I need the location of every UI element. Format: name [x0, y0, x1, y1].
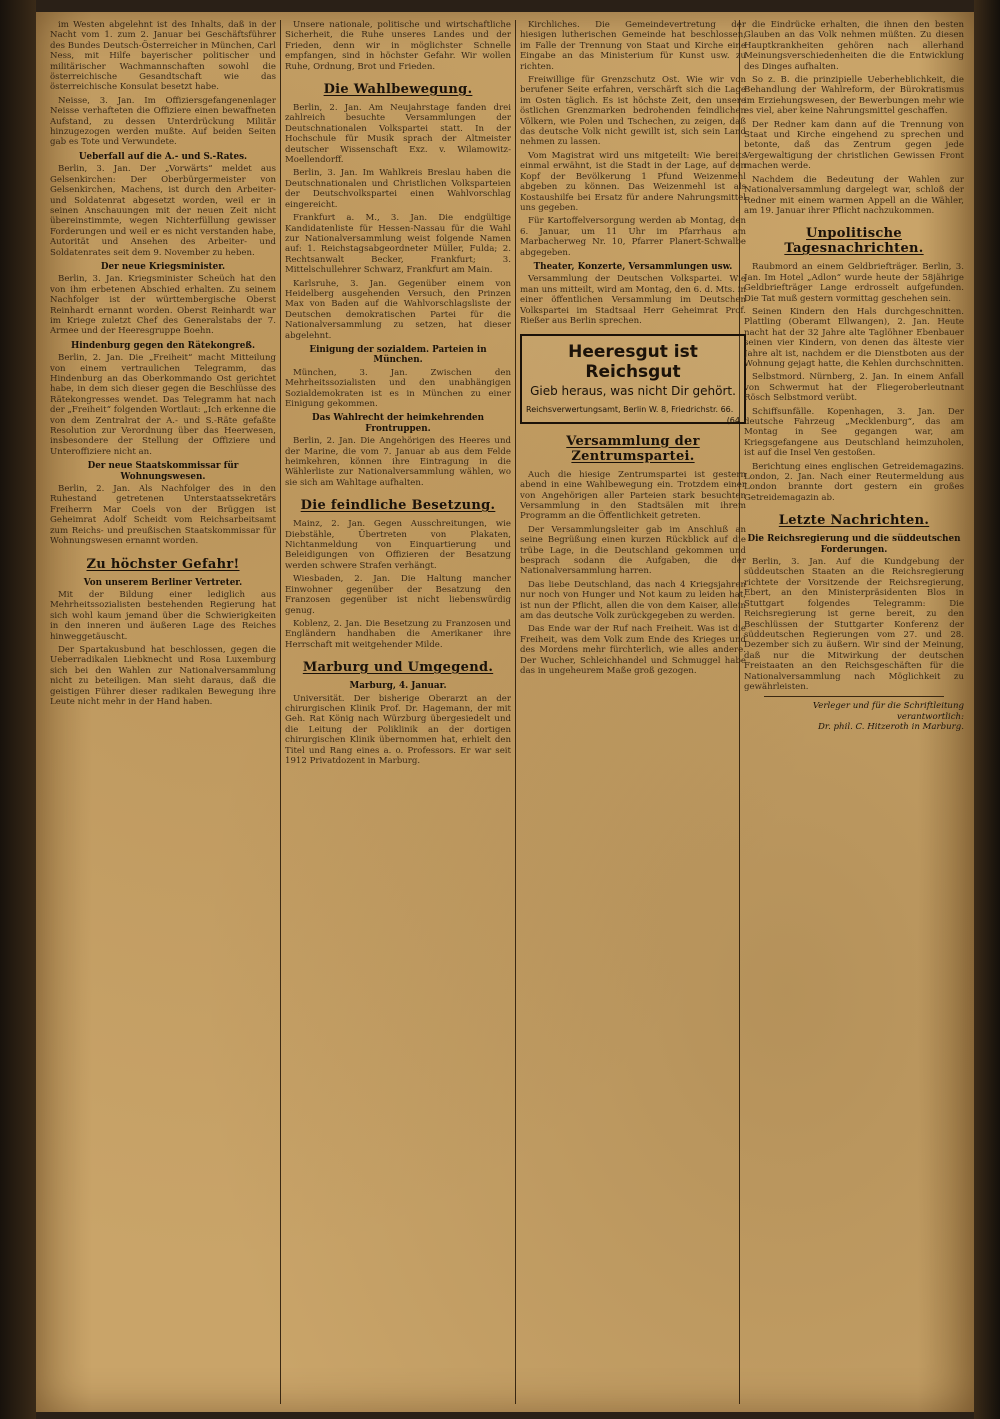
article-paragraph: Der Spartakusbund hat beschlossen, gegen die Ueberradikalen Liebknecht und Rosa Luxemburg sich bei den Wahlen zur Nationalversammlung nicht zu beteiligen. Man sieht daraus, daß die geistigen Führer dieser radikalen Bewegung ihre Leute nicht mehr in der Hand haben.: [50, 644, 276, 707]
article-paragraph: Der Redner kam dann auf die Trennung von Staat und Kirche eingehend zu sprechen und betonte, daß das Zentrum gegen jede Vergewaltigung der christlichen Gewissen Front machen werde.: [744, 119, 964, 172]
article-headline: Versammlung der Zentrumspartei.: [566, 433, 700, 464]
article-headline: Unpolitische Tagesnachrichten.: [784, 226, 924, 257]
article-paragraph: Selbstmord. Nürnberg, 2. Jan. In einem Anfall von Schwermut hat der Fliegeroberleutnant Rösch Selbstmord verübt.: [744, 372, 964, 404]
column-3-bottom: [520, 434, 746, 677]
article-paragraph: Auch die hiesige Zentrumspartei ist gestern abend in eine Wahlbewegung ein. Trotzdem einer von Angehörigen aller Parteien stark besuchten Versammlung in den Stadtsälen mit ihrem Programm an die Öffentlichkeit getreten.: [520, 469, 746, 522]
article-subhead: Von unserem Berliner Vertreter.: [83, 577, 243, 588]
article-subhead: Marburg, 4. Januar.: [349, 681, 447, 692]
article-headline: Die Wahlbewegung.: [323, 82, 473, 98]
article-paragraph: Berlin, 2. Jan. Als Nachfolger des in den Ruhestand getretenen Unterstaatssekretärs Freiherrn Mar Coels von der Brüggen ist Geheimrat Adolf Scheidt vom Reichsarbeitsamt zum Reichs- und preußischen Staatskommissar für Wohnungswesen ernannt worden.: [50, 484, 276, 547]
article-paragraph: im Westen abgelehnt ist des Inhalts, daß in der Nacht vom 1. zum 2. Januar bei Geschäftsführer des Bundes Deutsch-Österreicher in München, Carl Ness, mit Hilfe bayerischer politischer und militärischer Wachmannschaften sowohl die österreichische Gesandtschaft wie das österreichische Konsulat besetzt habe.: [50, 20, 276, 93]
article-paragraph: Freiwillige für Grenzschutz Ost. Wie wir von berufener Seite erfahren, verschärft sich die Lage im Osten täglich. Es ist höchste Zeit, den unsere östlichen Grenzmarken bedrohenden feindlichen Völkern, wie Polen und Tschechen, zu zeigen, daß das deutsche Volk nicht gewillt ist, sich sein Land nehmen zu lassen.: [520, 75, 746, 148]
article-paragraph: Koblenz, 2. Jan. Die Besetzung zu Franzosen und Engländern handhaben die Amerikaner ihre Herrschaft mit weitgehender Milde.: [285, 618, 511, 650]
article-paragraph: Das liebe Deutschland, das nach 4 Kriegsjahren nur noch von Hunger und Not kaum zu leiden hat, ist nun der Pflicht, allen die von dem Kaiser, allein am das deutsche Volk zurückgegeben zu werden.: [520, 579, 746, 622]
ad-footer-text: Reichsverwertungsamt, Berlin W. 8, Friedrichstr. 66.: [526, 405, 734, 415]
article-paragraph: Mit der Bildung einer lediglich aus Mehrheitssozialisten bestehenden Regierung hat sich wohl kaum jemand über die Schwierigkeiten in den inneren und äußeren Lage des Reiches hinweggetäuscht.: [50, 589, 276, 642]
article-subhead: Einigung der sozialdem. Parteien in München.: [309, 344, 487, 366]
article-subhead: Das Wahlrecht der heimkehrenden Frontruppen.: [312, 413, 484, 434]
article-subhead: Ueberfall auf die A.- und S.-Rates.: [78, 151, 248, 162]
column-rule: [280, 20, 281, 1404]
article-paragraph: Kirchliches. Die Gemeindevertretung der hiesigen lutherischen Gemeinde hat beschlossen, im Falle der Trennung von Staat und Kirche eine Eingabe an das Ministerium für Kunst usw. zu richten.: [520, 20, 746, 72]
column-1: [50, 20, 276, 1404]
ad-title: Heeresgut ist Reichsgut: [568, 342, 698, 383]
article-paragraph: Neisse, 3. Jan. Im Offiziersgefangenenlager Neisse verhafteten die Offiziere einen bewaffneten Aufstand, zu dessen Unterdrückung Militär hinzugezogen werden mußte. Auf beiden Seiten gab es Tote und Verwundete.: [50, 95, 276, 148]
article-paragraph: Berlin, 2. Jan. Die Angehörigen des Heeres und der Marine, die vom 7. Januar ab aus dem Felde heimkehren, können ihre Eintragung in die Wählerliste zur Nationalversammlung wählen, wo sie sich am Wahltage aufhalten.: [285, 436, 511, 488]
article-headline: Die feindliche Besetzung.: [300, 498, 496, 514]
article-subhead: Der neue Kriegsminister.: [100, 261, 226, 272]
article-paragraph: Versammlung der Deutschen Volkspartei. Wie man uns mitteilt, wird am Montag, den 6. d. Mts. in einer öffentlichen Versammlung im Deutschen Volkspartei im Stadtsaal Herr Geheimrat Prof. Rießer aus Berlin sprechen.: [520, 274, 746, 326]
article-paragraph: Seinen Kindern den Hals durchgeschnitten. Plattling (Oberamt Ellwangen), 2. Jan. Heute nacht hat der 32 Jahre alte Taglöhner Ebenbauer seinen vier Kindern, von denen das älteste vier Jahre alt ist, nachdem er die Dienstboten aus der Wohnung gejagt hatte, die Kehlen durchschnitten.: [744, 306, 964, 369]
article-paragraph: Schiffsunfälle. Kopenhagen, 3. Jan. Der deutsche Fahrzeug „Mecklenburg“, das am Montag in See gegangen war, am Kriegsgefangene aus Deutschland heimzuholen, ist auf die Insel Ven gestoßen.: [744, 406, 964, 459]
article-subhead: Hindenburg gegen den Rätekongreß.: [70, 340, 256, 351]
ad-footer: [526, 405, 740, 425]
column-3: [520, 20, 746, 1404]
article-paragraph: Berlin, 3. Jan. Auf die Kundgebung der süddeutschen Staaten an die Reichsregierung richtete der Vorsitzende der Reichsregierung, Ebert, an den Ministerpräsidenten Blos in Stuttgart folgendes Telegramm: Die Reichsregierung ist gerne bereit, zu den Beschlüssen der Stuttgarter Konferenz der süddeutschen Regierungen vom 27. und 28. Dezember sich zu äußern. Wir sind der Meinung, daß nur die Mitwirkung der deutschen Freistaaten an den Reichsgeschäften für die Nationalversammlung nach Möglichkeit zu gewährleisten.: [744, 557, 964, 692]
ad-subtitle: Gieb heraus, was nicht Dir gehört.: [530, 384, 736, 399]
advertisement-box: [520, 334, 746, 423]
column-2: [285, 20, 511, 1404]
article-subhead: Theater, Konzerte, Versammlungen usw.: [533, 261, 733, 272]
article-paragraph: Universität. Der bisherige Oberarzt an der chirurgischen Klinik Prof. Dr. Hagemann, der mit Geh. Rat König nach Würzburg übergesiedelt und die Leitung der Poliklinik an der dortigen chirurgischen Klinik übernommen hat, erhielt den Titel und Rang eines a. o. Professors. Er war seit 1912 Privatdozent in Marburg.: [285, 693, 511, 766]
article-paragraph: Wiesbaden, 2. Jan. Die Haltung mancher Einwohner gegenüber der Besatzung den Franzosen gegenüber ist nicht liebenswürdig genug.: [285, 574, 511, 616]
article-paragraph: Für Kartoffelversorgung werden ab Montag, den 6. Januar, um 11 Uhr im Pfarrhaus am Marbacherweg Nr. 10, Pfarrer Planert-Schwalbe abgegeben.: [520, 216, 746, 258]
page-edge-left: [0, 0, 36, 1419]
publisher-signature: [744, 701, 964, 732]
article-paragraph: Der Versammlungsleiter gab im Anschluß an seine Begrüßung einen kurzen Rückblick auf die trübe Lage, in die Deutschland gekommen und besprach sodann die Aufgaben, die der Nationalversammlung harren.: [520, 524, 746, 577]
column-rule: [515, 20, 516, 1404]
signature-line-1: Verleger und für die Schriftleitung verantwortlich:: [812, 701, 964, 722]
article-headline: Zu höchster Gefahr!: [86, 556, 240, 572]
article-paragraph: Vom Magistrat wird uns mitgeteilt: Wie bereits einmal erwähnt, ist die Stadt in der Lage, auf den Kopf der Bevölkerung 1 Pfund Weizenmehl abgeben zu können. Das Weizenmehl ist als Kostaushilfe bei Ersatz für andere Nahrungsmittel uns gegeben.: [520, 150, 746, 213]
article-paragraph: Mainz, 2. Jan. Gegen Ausschreitungen, wie Diebstähle, Übertreten von Plakaten, Nichtanmeldung von Einquartierung und Beleidigungen von Offizieren der Besatzung werden schwere Strafen verhängt.: [285, 519, 511, 571]
newspaper-page: [36, 12, 974, 1412]
signature-line-2: Dr. phil. C. Hitzeroth in Marburg.: [818, 722, 964, 733]
article-paragraph: Das Ende war der Ruf nach Freiheit. Was ist die Freiheit, was dem Volk zum Ende des Krieges und des Mordens mehr fürchterlich, wie alles andere. Der Wucher, Schleichhandel und Schmuggel habe das in ungeheurem Maße groß gezogen.: [520, 624, 746, 677]
article-paragraph: Frankfurt a. M., 3. Jan. Die endgültige Kandidatenliste für Hessen-Nassau für die Wahl zur Nationalversammlung weist folgende Namen auf: 1. Reichstagsabgeordneter Müller, Fulda; 2. Rechtsanwalt Becker, Frankfurt; 3. Mittelschullehrer Schwarz, Frankfurt am Main.: [285, 213, 511, 276]
article-paragraph: Berlin, 3. Jan. Der „Vorwärts“ meldet aus Gelsenkirchen: Der Oberbürgermeister von Gelsenkirchen, Machens, ist durch den Arbeiter- und Soldatenrat abgesetzt worden, weil er in seinen Anschauungen mit der neuen Zeit nicht übereinstimmte, wegen Nichterfüllung gewisser Forderungen und weil er es nicht verstanden habe, Autorität und Ansehen des Arbeiter- und Soldatenrates seit dem 9. November zu heben.: [50, 164, 276, 258]
article-paragraph: Berlin, 2. Jan. Am Neujahrstage fanden drei zahlreich besuchte Versammlungen der Deutschnationalen Volkspartei statt. In der Hochschule für Musik sprach der Altmeister deutscher Wissenschaft Exz. v. Wilamowitz-Moellendorff.: [285, 103, 511, 166]
article-subhead: Der neue Staatskommissar für Wohnungswesen.: [87, 461, 239, 482]
article-paragraph: Berlin, 3. Jan. Kriegsminister Scheüch hat den von ihm erbetenen Abschied erhalten. Zu seinem Nachfolger ist der württembergische Oberst Reinhardt ernannt worden. Oberst Reinhardt war im Kriege zuletzt Chef des Generalstabs der 7. Armee und der Heeresgruppe Boehn.: [50, 274, 276, 337]
article-paragraph: Nachdem die Bedeutung der Wahlen zur Nationalversammlung dargelegt war, schloß der Redner mit einem warmen Appell an die Wähler, am 19. Januar ihrer Pflicht nachzukommen.: [744, 174, 964, 216]
signature-divider: [764, 696, 944, 697]
article-headline: Letzte Nachrichten.: [778, 513, 930, 529]
page-edge-right: [974, 0, 1000, 1419]
article-paragraph: München, 3. Jan. Zwischen den Mehrheitssozialisten und den unabhängigen Sozialdemokraten ist es in München zu einer Einigung gekommen.: [285, 367, 511, 409]
article-paragraph: Raubmord an einem Geldbriefträger. Berlin, 3. Jan. Im Hotel „Adlon“ wurde heute der 58jährige Geldbriefträger Lange erdrosselt aufgefunden. Die Tat muß gestern vormittag geschehen sein.: [744, 262, 964, 304]
article-paragraph: Unsere nationale, politische und wirtschaftliche Sicherheit, die Ruhe unseres Landes und der Frieden, denn wir in möglichster Schnelle empfangen, sind in höchster Gefahr. Wir wollen Ruhe, Ordnung, Brot und Frieden.: [285, 20, 511, 72]
article-paragraph: die Eindrücke erhalten, die ihnen den besten Glauben an das Volk nehmen müßten. Zu diesen Hauptkrankheiten gehören nach allerhand Meinungsverschiedenheiten die die Entwicklung des Dinges aufhalten.: [744, 20, 964, 72]
article-paragraph: Berlin, 2. Jan. Die „Freiheit“ macht Mitteilung von einem vertraulichen Telegramm, das Hindenburg an das Oberkommando Ost gerichtet habe, in dem sich dieser gegen die Beschlüsse des Rätekongresses wendet. Das Telegramm hat nach der „Freiheit“ folgenden Wortlaut: „Ich erkenne die von dem Zentralrat der A.- und S.-Räte gefaßte Resolution zur Verordnung über das Heerwesen, insbesondere der Stellung der Offiziere und Unteroffiziere nicht an.: [50, 353, 276, 457]
article-paragraph: Karlsruhe, 3. Jan. Gegenüber einem von Heidelberg ausgehenden Versuch, den Prinzen Max von Baden auf die Wahlvorschlagsliste der Deutschen demokratischen Partei für die Nationalversammlung zu setzen, hat dieser abgelehnt.: [285, 278, 511, 341]
column-4-body: [744, 20, 964, 692]
ad-code: (64: [726, 415, 740, 425]
column-3-top: [520, 20, 746, 326]
column-4: [744, 20, 964, 1404]
article-paragraph: So z. B. die prinzipielle Ueberheblichkeit, die Behandlung der Wahlreform, der Bürokratismus im Erziehungswesen, der Bewerbungen mehr wie es viel, aber keine Nahrungsmittel geschaffen.: [744, 75, 964, 117]
article-paragraph: Berlin, 3. Jan. Im Wahlkreis Breslau haben die Deutschnationalen und Christlichen Volksparteien der Deutschvolkspartei einen Wahlvorschlag eingereicht.: [285, 168, 511, 210]
article-headline: Marburg und Umgegend.: [302, 660, 494, 676]
article-paragraph: Berichtung eines englischen Getreidemagazins. London, 2. Jan. Nach einer Reutermeldung aus London brannte dort gestern ein großes Getreidemagazin ab.: [744, 461, 964, 503]
article-subhead: Die Reichsregierung und die süddeutschen Forderungen.: [747, 534, 961, 555]
